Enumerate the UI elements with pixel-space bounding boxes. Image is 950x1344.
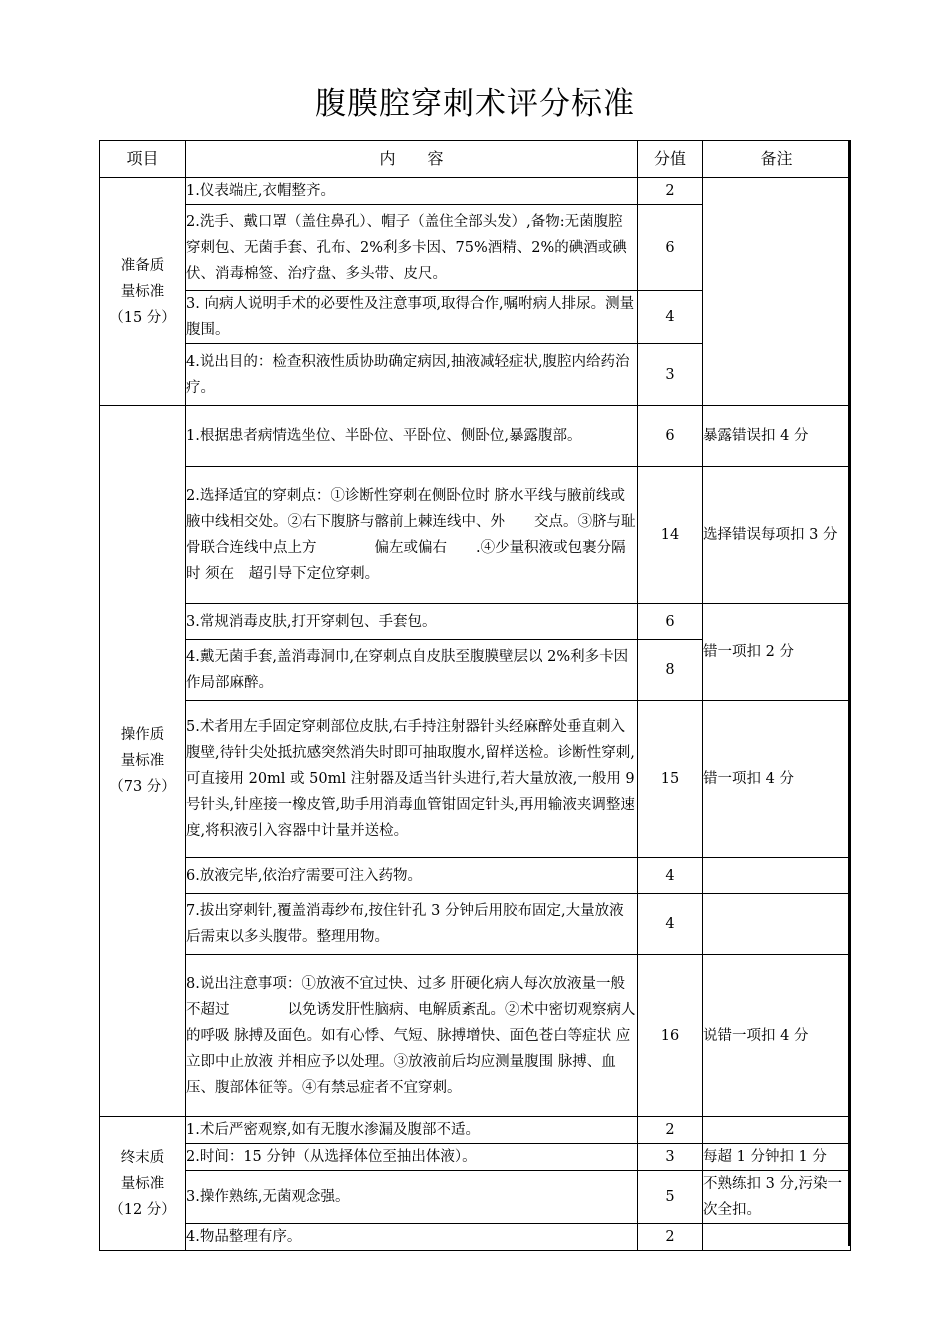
- row-score: 15: [638, 701, 703, 858]
- header-note: 备注: [703, 141, 851, 178]
- table-row: [100, 467, 851, 604]
- section-label-operation: 操作质 量标准 （73 分）: [100, 406, 186, 1117]
- section-label-final: 终末质 量标准 （12 分）: [100, 1117, 186, 1251]
- header-score: 分值: [638, 141, 703, 178]
- row-note-shared: 错一项扣 2 分: [703, 604, 851, 701]
- row-content: 2.选择适宜的穿刺点：①诊断性穿刺在侧卧位时 脐水平线与腋前线或腋中线相交处。②右下腹脐与髂前上棘连线中、外 交点。③脐与耻骨联合连线中点上方 偏左或偏右 .④少量积液或包裹分隔时 须在 超引导下定位穿刺。: [186, 467, 638, 604]
- table-row: [100, 1144, 851, 1171]
- table-row: [100, 1171, 851, 1224]
- row-content: 4.戴无菌手套,盖消毒洞巾,在穿刺点自皮肤至腹膜壁层以 2%利多卡因作局部麻醉。: [186, 640, 638, 701]
- table-row: [100, 858, 851, 894]
- row-score: 8: [638, 640, 703, 701]
- row-content: 3.常规消毒皮肤,打开穿刺包、手套包。: [186, 604, 638, 640]
- table-row: [100, 604, 851, 640]
- row-score: 16: [638, 955, 703, 1117]
- page-title: 腹膜腔穿刺术评分标准: [315, 86, 635, 122]
- row-score: 2: [638, 178, 703, 205]
- scoring-table: [99, 140, 851, 1251]
- row-content: 3.操作熟练,无菌观念强。: [186, 1171, 638, 1224]
- row-content: 4.物品整理有序。: [186, 1224, 638, 1251]
- section-label-prep: 准备质 量标准 （15 分）: [100, 178, 186, 406]
- row-score: 14: [638, 467, 703, 604]
- row-note: [703, 1117, 851, 1144]
- table-row: [100, 701, 851, 858]
- row-content: 6.放液完毕,依治疗需要可注入药物。: [186, 858, 638, 894]
- table-row: [100, 894, 851, 955]
- row-score: 4: [638, 291, 703, 344]
- row-note: [703, 1224, 851, 1251]
- row-content: 8.说出注意事项：①放液不宜过快、过多 肝硬化病人每次放液量一般不超过 以免诱发肝性脑病、电解质紊乱。②术中密切观察病人的呼吸 脉搏及面色。如有心悸、气短、脉搏增快、面色苍白等症状 应立即中止放液 并相应予以处理。③放液前后均应测量腹围 脉搏、血压、腹部体征等。④有禁忌症者不宜穿刺。: [186, 955, 638, 1117]
- row-score: 4: [638, 858, 703, 894]
- row-score: 2: [638, 1117, 703, 1144]
- table-row: [100, 1224, 851, 1251]
- row-note: 每超 1 分钟扣 1 分: [703, 1144, 851, 1171]
- header-item: 项目: [100, 141, 186, 178]
- row-content: 2.洗手、戴口罩（盖住鼻孔）、帽子（盖住全部头发）,备物:无菌腹腔穿刺包、无菌手套、孔布、2%利多卡因、75%酒精、2%的碘酒或碘伏、消毒棉签、治疗盘、多头带、皮尺。: [186, 205, 638, 291]
- row-note: 错一项扣 4 分: [703, 701, 851, 858]
- row-content: 3. 向病人说明手术的必要性及注意事项,取得合作,嘱咐病人排尿。测量腹围。: [186, 291, 638, 344]
- row-content: 1.术后严密观察,如有无腹水渗漏及腹部不适。: [186, 1117, 638, 1144]
- table-row: [100, 955, 851, 1117]
- row-note: 说错一项扣 4 分: [703, 955, 851, 1117]
- table-right-border: [848, 140, 850, 1246]
- row-note: [703, 858, 851, 894]
- row-score: 4: [638, 894, 703, 955]
- row-note: 暴露错误扣 4 分: [703, 406, 851, 467]
- row-score: 6: [638, 205, 703, 291]
- row-content: 2.时间：15 分钟（从选择体位至抽出体液）。: [186, 1144, 638, 1171]
- row-content: 1.根据患者病情选坐位、半卧位、平卧位、侧卧位,暴露腹部。: [186, 406, 638, 467]
- header-content: 内 容: [186, 141, 638, 178]
- row-content: 7.拔出穿刺针,覆盖消毒纱布,按住针孔 3 分钟后用胶布固定,大量放液后需束以多头腹带。整理用物。: [186, 894, 638, 955]
- row-score: 6: [638, 604, 703, 640]
- row-score: 6: [638, 406, 703, 467]
- table-row: [100, 406, 851, 467]
- row-score: 3: [638, 344, 703, 406]
- row-content: 5.术者用左手固定穿刺部位皮肤,右手持注射器针头经麻醉处垂直刺入腹壁,待针尖处抵抗感突然消失时即可抽取腹水,留样送检。诊断性穿刺,可直接用 20ml 或 50ml 注射器及适当针头进行,若大量放液,一般用 9 号针头,针座接一橡皮管,助手用消毒血管钳固定针头,再用输液夹调整速度,将积液引入容器中计量并送检。: [186, 701, 638, 858]
- row-note: 不熟练扣 3 分,污染一次全扣。: [703, 1171, 851, 1224]
- table-header-row: [100, 141, 851, 178]
- table-row: [100, 1117, 851, 1144]
- row-note: 选择错误每项扣 3 分: [703, 467, 851, 604]
- row-note: [703, 178, 851, 406]
- row-score: 3: [638, 1144, 703, 1171]
- row-score: 2: [638, 1224, 703, 1251]
- row-content: 4.说出目的：检查积液性质协助确定病因,抽液减轻症状,腹腔内给药治疗。: [186, 344, 638, 406]
- table-row: [100, 178, 851, 205]
- row-content: 1.仪表端庄,衣帽整齐。: [186, 178, 638, 205]
- row-note: [703, 894, 851, 955]
- row-score: 5: [638, 1171, 703, 1224]
